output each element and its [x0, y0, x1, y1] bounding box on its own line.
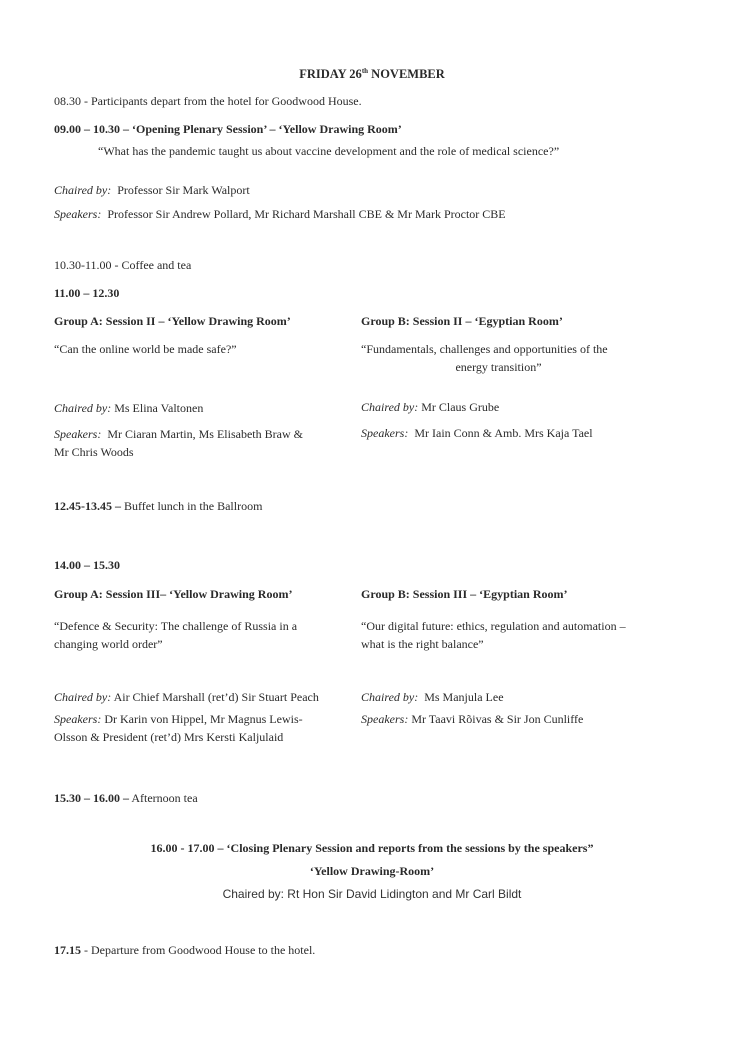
chaired-name: Ms Manjula Lee [424, 690, 504, 704]
block1-time: 11.00 – 12.30 [54, 286, 120, 300]
block1-groupB-heading: Group B: Session II – ‘Egyptian Room’ [361, 314, 563, 328]
speakers-label: Speakers: [361, 426, 409, 440]
page-title [0, 62, 744, 83]
speakers-names-cont: Mr Chris Woods [54, 445, 134, 459]
quote-line: “Our digital future: ethics, regulation and automation – [361, 619, 626, 633]
closing-chaired: Chaired by: Rt Hon Sir David Lidington and Mr Carl Bildt [222, 887, 522, 901]
departure-time: 17.15 [54, 943, 81, 957]
speakers-label: Speakers: [54, 712, 102, 726]
quote-line: energy transition” [455, 360, 542, 374]
title-sup: th [361, 67, 369, 75]
chaired-name: Mr Claus Grube [421, 400, 500, 414]
title-month: NOVEMBER [371, 67, 445, 81]
block1-groupB-chaired [361, 398, 661, 416]
chaired-label: Chaired by: [54, 690, 112, 704]
speakers-label: Speakers: [361, 712, 409, 726]
block1-groupA-speakers [54, 425, 334, 461]
closing-room: ‘Yellow Drawing-Room’ [309, 864, 435, 878]
block2-groupB-quote [361, 617, 681, 653]
chaired-label: Chaired by: [361, 400, 419, 414]
block2-groupB-speakers [361, 710, 661, 728]
afternoon-tea-line [54, 789, 694, 807]
block2-groupB-chaired [361, 688, 661, 706]
lunch-text: Buffet lunch in the Ballroom [124, 499, 263, 513]
chaired-name: Ms Elina Valtonen [114, 401, 204, 415]
block1-groupB-speakers [361, 424, 661, 442]
block1-groupA-quote: “Can the online world be made safe?” [54, 342, 237, 356]
opening-heading: 09.00 – 10.30 – ‘Opening Plenary Session’ – ‘Yellow Drawing Room’ [54, 122, 402, 136]
tea-text: Afternoon tea [131, 791, 198, 805]
title-day: FRIDAY 26 [299, 67, 362, 81]
chaired-label: Chaired by: [54, 183, 112, 197]
speakers-names: Mr Iain Conn & Amb. Mrs Kaja Tael [414, 426, 593, 440]
chaired-label: Chaired by: [361, 690, 419, 704]
block2-groupA-heading: Group A: Session III– ‘Yellow Drawing Room’ [54, 587, 293, 601]
chaired-label: Chaired by: [54, 401, 112, 415]
speakers-names: Dr Karin von Hippel, Mr Magnus Lewis- [104, 712, 303, 726]
lunch-time: 12.45-13.45 – [54, 499, 121, 513]
lunch-line [54, 497, 694, 515]
quote-line: “Defence & Security: The challenge of Russia in a [54, 619, 298, 633]
block1-groupA-chaired [54, 399, 334, 417]
block1-groupB-quote [361, 340, 636, 376]
speakers-label: Speakers: [54, 427, 102, 441]
coffee-line: 10.30-11.00 - Coffee and tea [54, 258, 192, 272]
opening-speakers [54, 205, 694, 223]
chaired-name: Professor Sir Mark Walport [117, 183, 250, 197]
speakers-names-cont: Olsson & President (ret’d) Mrs Kersti Kaljulaid [54, 730, 284, 744]
chaired-name: Air Chief Marshall (ret’d) Sir Stuart Peach [113, 690, 319, 704]
tea-time: 15.30 – 16.00 – [54, 791, 129, 805]
block1-groupA-heading: Group A: Session II – ‘Yellow Drawing Room’ [54, 314, 291, 328]
opening-chaired [54, 181, 694, 199]
opening-quote: “What has the pandemic taught us about vaccine development and the role of medical science?” [98, 144, 560, 158]
depart-line: 08.30 - Participants depart from the hotel for Goodwood House. [54, 94, 362, 108]
block2-groupA-speakers [54, 710, 354, 746]
block2-time: 14.00 – 15.30 [54, 558, 120, 572]
quote-line: what is the right balance” [361, 637, 484, 651]
speakers-label: Speakers: [54, 207, 102, 221]
quote-line: changing world order” [54, 637, 163, 651]
block2-groupA-chaired [54, 688, 354, 706]
speakers-names: Mr Taavi Rõivas & Sir Jon Cunliffe [411, 712, 584, 726]
block2-groupB-heading: Group B: Session III – ‘Egyptian Room’ [361, 587, 568, 601]
speakers-names: Mr Ciaran Martin, Ms Elisabeth Braw & [107, 427, 303, 441]
quote-line: “Fundamentals, challenges and opportunities of the [361, 342, 608, 356]
speakers-names: Professor Sir Andrew Pollard, Mr Richard Marshall CBE & Mr Mark Proctor CBE [107, 207, 506, 221]
departure-line [54, 941, 694, 959]
departure-text: - Departure from Goodwood House to the hotel. [84, 943, 316, 957]
closing-heading: 16.00 - 17.00 – ‘Closing Plenary Session and reports from the sessions by the speakers” [150, 841, 594, 855]
block2-groupA-quote [54, 617, 334, 653]
